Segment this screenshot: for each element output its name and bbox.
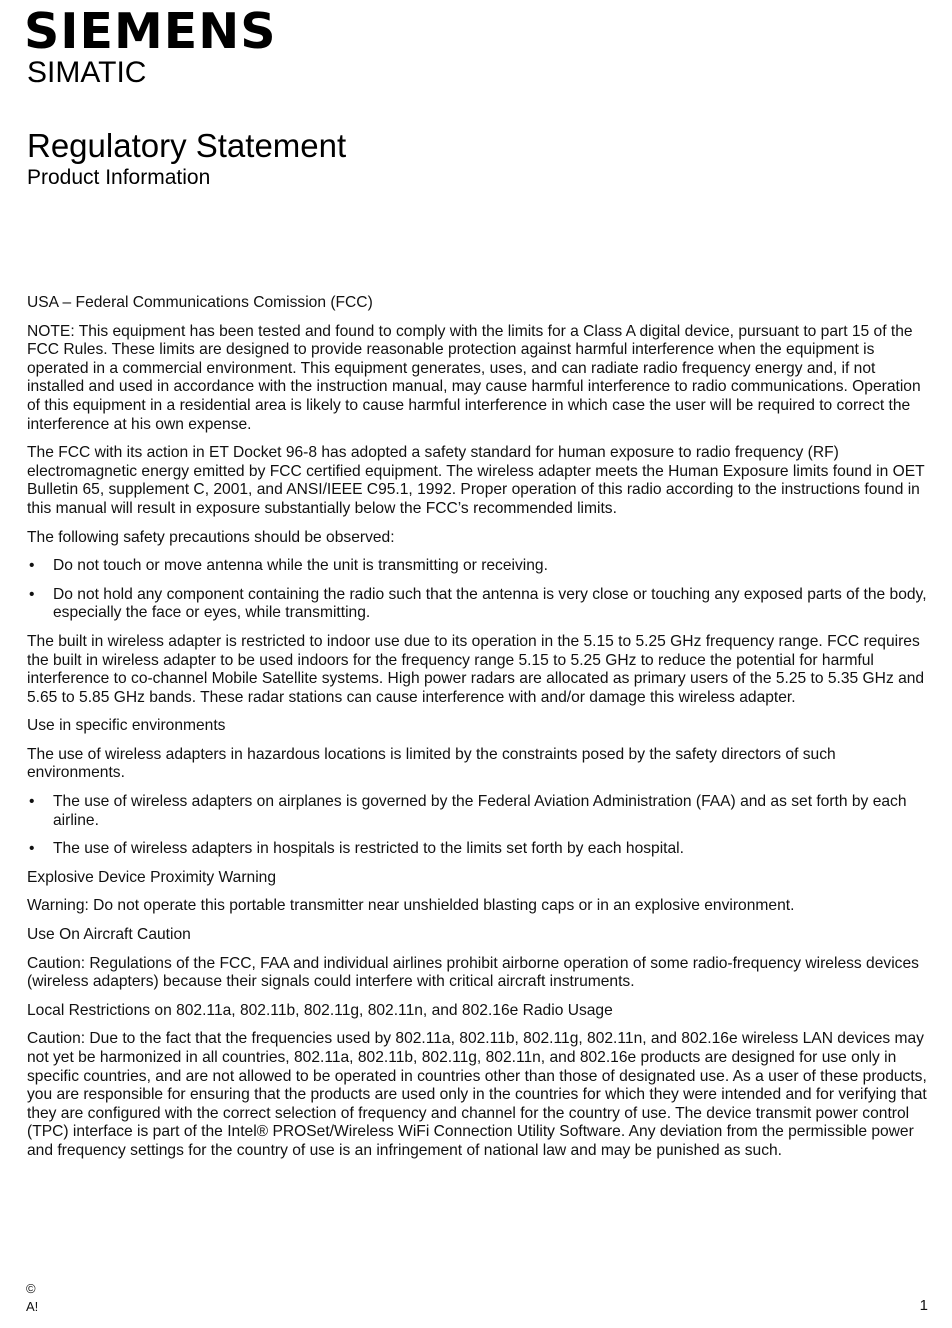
bullet-icon: • — [29, 840, 35, 858]
list-item — [27, 557, 929, 576]
list-item — [27, 793, 929, 830]
environments-list — [27, 793, 929, 859]
page-number: 1 — [919, 1297, 928, 1314]
environments-heading: Use in specific environments — [27, 717, 226, 735]
list-item — [27, 840, 929, 859]
explosive-paragraph: Warning: Do not operate this portable transmitter near unshielded blasting caps or in an explosive environment. — [27, 897, 795, 915]
document-subtitle: Product Information — [27, 166, 211, 189]
bullet-icon: • — [29, 793, 35, 811]
list-item — [27, 586, 929, 623]
fcc-precautions-intro: The following safety precautions should be observed: — [27, 528, 395, 546]
bullet-icon: • — [29, 557, 35, 575]
footer-document-code: A! — [26, 1299, 39, 1314]
list-item-text: The use of wireless adapters in hospitals is restricted to the limits set forth by each hospital. — [53, 840, 684, 858]
footer-copyright: © — [26, 1281, 36, 1296]
bullet-icon: • — [29, 585, 35, 603]
fcc-heading: USA – Federal Communications Comission (FCC) — [27, 294, 373, 311]
list-item-text: Do not touch or move antenna while the unit is transmitting or receiving. — [53, 557, 548, 575]
aircraft-heading: Use On Aircraft Caution — [27, 926, 191, 944]
document-title: Regulatory Statement — [27, 127, 347, 164]
explosive-heading: Explosive Device Proximity Warning — [27, 868, 276, 886]
fcc-note-paragraph: NOTE: This equipment has been tested and found to comply with the limits for a Class A digital device, pursuant to part 15 of the FCC Rules. These limits are designed to provide reasonable protection against harmful interference when the equipment is operated in a commercial environment. This equipment generates, uses, and can radiate radio frequency energy and, if not installed and used in accordance with the instruction manual, may cause harmful interference to radio communications. Operation of this equipment in a residential area is likely to cause harmful interference in which case the user will be required to correct the interference at his own expense. — [27, 322, 921, 433]
environments-paragraph: The use of wireless adapters in hazardous locations is limited by the constraints posed by the safety directors of such environments. — [27, 745, 836, 782]
siemens-logo: SIEMENS — [24, 3, 277, 60]
document-body — [27, 294, 929, 1171]
product-line: SIMATIC — [27, 56, 147, 89]
fcc-indoor-paragraph: The built in wireless adapter is restricted to indoor use due to its operation in the 5.15 to 5.25 GHz frequency range. FCC requires the built in wireless adapter to be used indoors for the frequency range 5.15 to 5.25 GHz to reduce the potential for harmful interference to co-channel Mobile Satellite systems. High power radars are allocated as primary users of the 5.25 to 5.35 GHz and 5.65 to 5.85 GHz bands. These radar stations can cause interference with and/or damage this wireless adapter. — [27, 632, 925, 706]
fcc-precautions-list — [27, 557, 929, 623]
list-item-text: Do not hold any component containing the radio such that the antenna is very close or touching any exposed parts of the body, especially the face or eyes, while transmitting. — [53, 585, 927, 622]
local-restrictions-heading: Local Restrictions on 802.11a, 802.11b, 802.11g, 802.11n, and 802.16e Radio Usage — [27, 1001, 613, 1019]
aircraft-paragraph: Caution: Regulations of the FCC, FAA and individual airlines prohibit airborne operation of some radio-frequency wireless devices (wireless adapters) because their signals could interfere with critical aircraft instruments. — [27, 954, 919, 991]
local-restrictions-paragraph: Caution: Due to the fact that the frequencies used by 802.11a, 802.11b, 802.11g, 802.11n, and 802.16e wireless LAN devices may not yet be harmonized in all countries, 802.11a, 802.11b, 802.11g, 802.11n, and 802.16e products are designed for use only in specific countries, and are not allowed to be operated in countries other than those of designated use. As a user of these products, you are responsible for ensuring that the products are used only in the countries for which they were intended and for verifying that they are configured with the correct selection of frequency and channel for the country of use. The device transmit power control (TPC) interface is part of the Intel® PROSet/Wireless WiFi Connection Utility Software. Any deviation from the permissible power and frequency settings for the country of use is an infringement of national law and may be punished as such. — [27, 1030, 927, 1159]
list-item-text: The use of wireless adapters on airplanes is governed by the Federal Aviation Administration (FAA) and as set forth by each airline. — [53, 793, 907, 829]
fcc-exposure-paragraph: The FCC with its action in ET Docket 96-8 has adopted a safety standard for human exposure to radio frequency (RF) electromagnetic energy emitted by FCC certified equipment. The wireless adapter meets the Human Exposure limits found in OET Bulletin 65, supplement C, 2001, and ANSI/IEEE C95.1, 1992. Proper operation of this radio according to the instructions found in this manual will result in exposure substantially below the FCC’s recommended limits. — [27, 444, 925, 517]
